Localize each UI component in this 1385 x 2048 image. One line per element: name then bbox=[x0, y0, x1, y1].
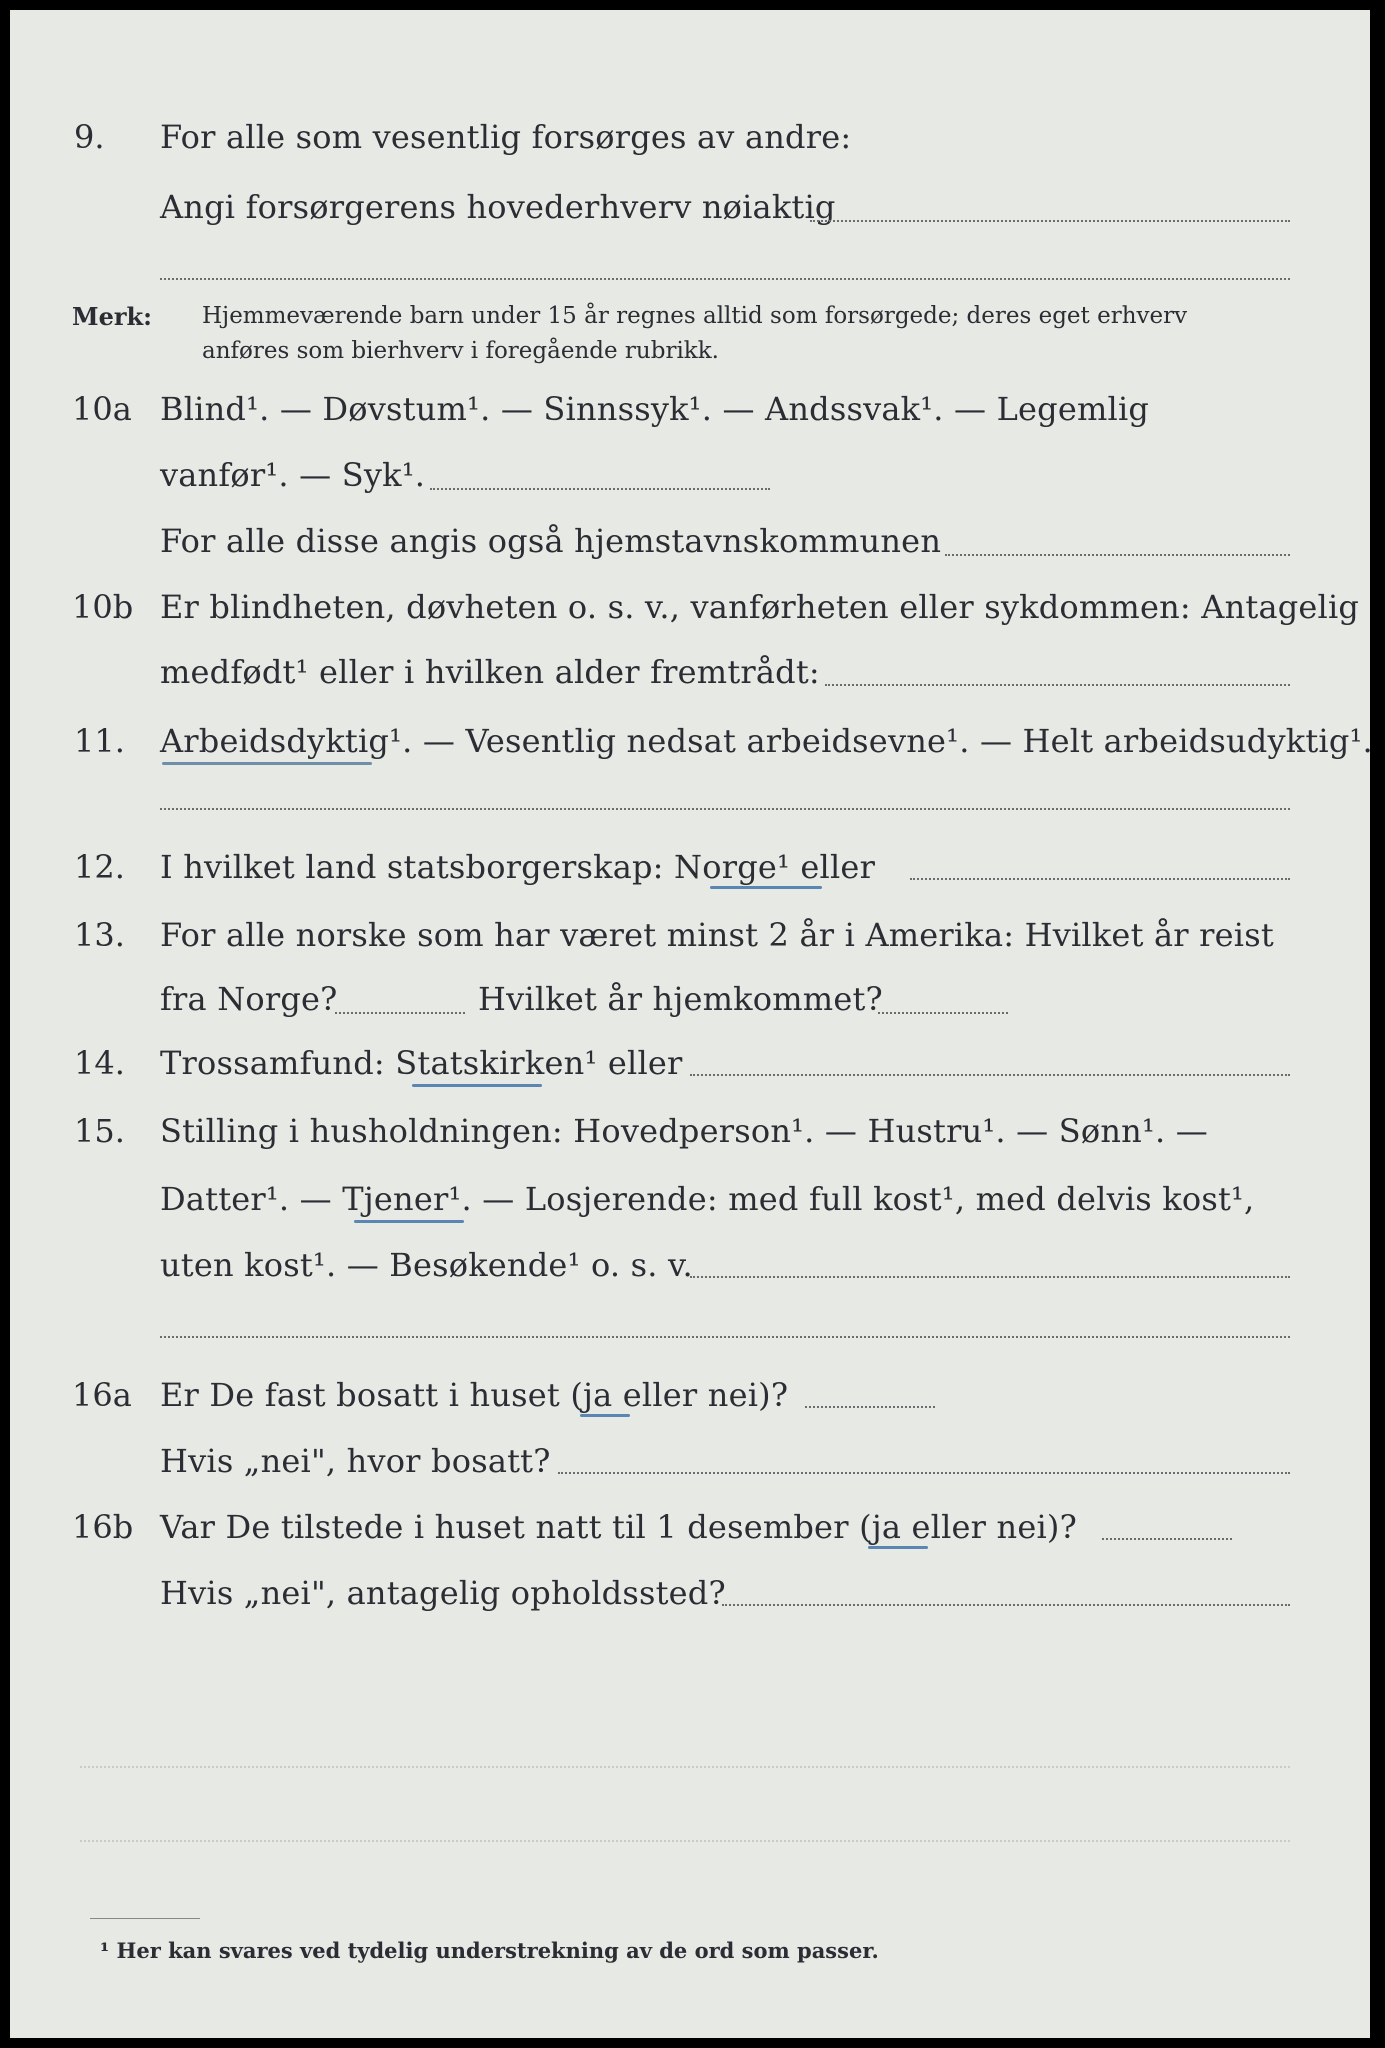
q15-number: 15. bbox=[74, 1112, 125, 1150]
q16b-opholdssted-answer-line[interactable] bbox=[722, 1604, 1290, 1606]
q14-statskirken-underline bbox=[412, 1084, 542, 1087]
q9-answer-line-2[interactable] bbox=[160, 278, 1290, 280]
q15-line2: Datter¹. — Tjener¹. — Losjerende: med full kost¹, med delvis kost¹, bbox=[160, 1180, 1255, 1218]
merk-line1: Hjemmeværende barn under 15 år regnes alltid som forsørgede; deres eget erhverv bbox=[202, 303, 1188, 329]
q10a-kommune-answer-line[interactable] bbox=[945, 554, 1290, 556]
q16b-number: 16b bbox=[72, 1508, 134, 1546]
q15-answer-line[interactable] bbox=[690, 1276, 1290, 1278]
q12-line1: I hvilket land statsborgerskap: Norge¹ eller bbox=[160, 848, 876, 886]
q16b-answer-line[interactable] bbox=[1102, 1538, 1232, 1540]
q12-answer-line[interactable] bbox=[910, 878, 1290, 880]
q15-line1: Stilling i husholdningen: Hovedperson¹. — Hustru¹. — Sønn¹. — bbox=[160, 1112, 1208, 1150]
faint-divider bbox=[80, 1766, 1290, 1768]
q16b-line2: Hvis „nei", antagelig opholdssted? bbox=[160, 1574, 726, 1612]
q15-line3: uten kost¹. — Besøkende¹ o. s. v. bbox=[160, 1246, 693, 1284]
q10b-line2: medfødt¹ eller i hvilken alder fremtrådt: bbox=[160, 653, 820, 691]
q16a-bosatt-answer-line[interactable] bbox=[558, 1472, 1290, 1474]
q11-underline-mark bbox=[162, 762, 372, 765]
q16a-line2: Hvis „nei", hvor bosatt? bbox=[160, 1442, 551, 1480]
q14-answer-line[interactable] bbox=[690, 1074, 1290, 1076]
q9-line2: Angi forsørgerens hovederhverv nøiaktig bbox=[160, 188, 836, 226]
q10a-number: 10a bbox=[72, 390, 132, 428]
footnote-rule bbox=[90, 1918, 200, 1919]
q13-number: 13. bbox=[74, 916, 125, 954]
q16a-answer-line[interactable] bbox=[805, 1406, 935, 1408]
q16a-number: 16a bbox=[72, 1376, 132, 1414]
q16b-line1: Var De tilstede i huset natt til 1 desember (ja eller nei)? bbox=[160, 1508, 1077, 1546]
q10a-line2: vanfør¹. — Syk¹. bbox=[160, 456, 426, 494]
q9-line1: For alle som vesentlig forsørges av andre: bbox=[160, 118, 852, 156]
q16b-ja-underline bbox=[868, 1546, 928, 1549]
q10a-line3: For alle disse angis også hjemstavnskommunen bbox=[160, 522, 942, 560]
q16a-line1: Er De fast bosatt i huset (ja eller nei)? bbox=[160, 1376, 789, 1414]
q10a-line1: Blind¹. — Døvstum¹. — Sinnssyk¹. — Andssvak¹. — Legemlig bbox=[160, 390, 1150, 428]
q12-norge-underline bbox=[710, 886, 822, 889]
q16a-ja-underline bbox=[580, 1414, 630, 1417]
q10a-syk-answer-line[interactable] bbox=[430, 488, 770, 490]
q11-number: 11. bbox=[74, 722, 125, 760]
q9-answer-line[interactable] bbox=[810, 220, 1290, 222]
q12-number: 12. bbox=[74, 848, 125, 886]
q14-number: 14. bbox=[74, 1044, 125, 1082]
q13-line1: For alle norske som har været minst 2 år i Amerika: Hvilket år reist bbox=[160, 916, 1274, 954]
merk-line2: anføres som bierhverv i foregående rubrikk. bbox=[202, 338, 719, 364]
q10b-number: 10b bbox=[72, 588, 134, 626]
q15-tjener-underline bbox=[354, 1220, 464, 1223]
q13-line2a: fra Norge? bbox=[160, 980, 338, 1018]
footnote: ¹ Her kan svares ved tydelig understrekning av de ord som passer. bbox=[100, 1938, 879, 1963]
q11-line1: Arbeidsdyktig¹. — Vesentlig nedsat arbeidsevne¹. — Helt arbeidsudyktig¹. bbox=[160, 722, 1373, 760]
q10b-line1: Er blindheten, døvheten o. s. v., vanførheten eller sykdommen: Antagelig bbox=[160, 588, 1360, 626]
q13-hjemkommet-answer-line[interactable] bbox=[878, 1012, 1008, 1014]
faint-divider-2 bbox=[80, 1840, 1290, 1842]
q13-line2b: Hvilket år hjemkommet? bbox=[478, 980, 883, 1018]
q10b-answer-line[interactable] bbox=[825, 684, 1290, 686]
q11-answer-line[interactable] bbox=[160, 808, 1290, 810]
census-form-page bbox=[10, 10, 1373, 2038]
q14-line1: Trossamfund: Statskirken¹ eller bbox=[160, 1044, 683, 1082]
q9-number: 9. bbox=[74, 118, 105, 156]
merk-label: Merk: bbox=[72, 302, 152, 331]
q15-answer-line-2[interactable] bbox=[160, 1336, 1290, 1338]
q13-reist-answer-line[interactable] bbox=[335, 1012, 465, 1014]
